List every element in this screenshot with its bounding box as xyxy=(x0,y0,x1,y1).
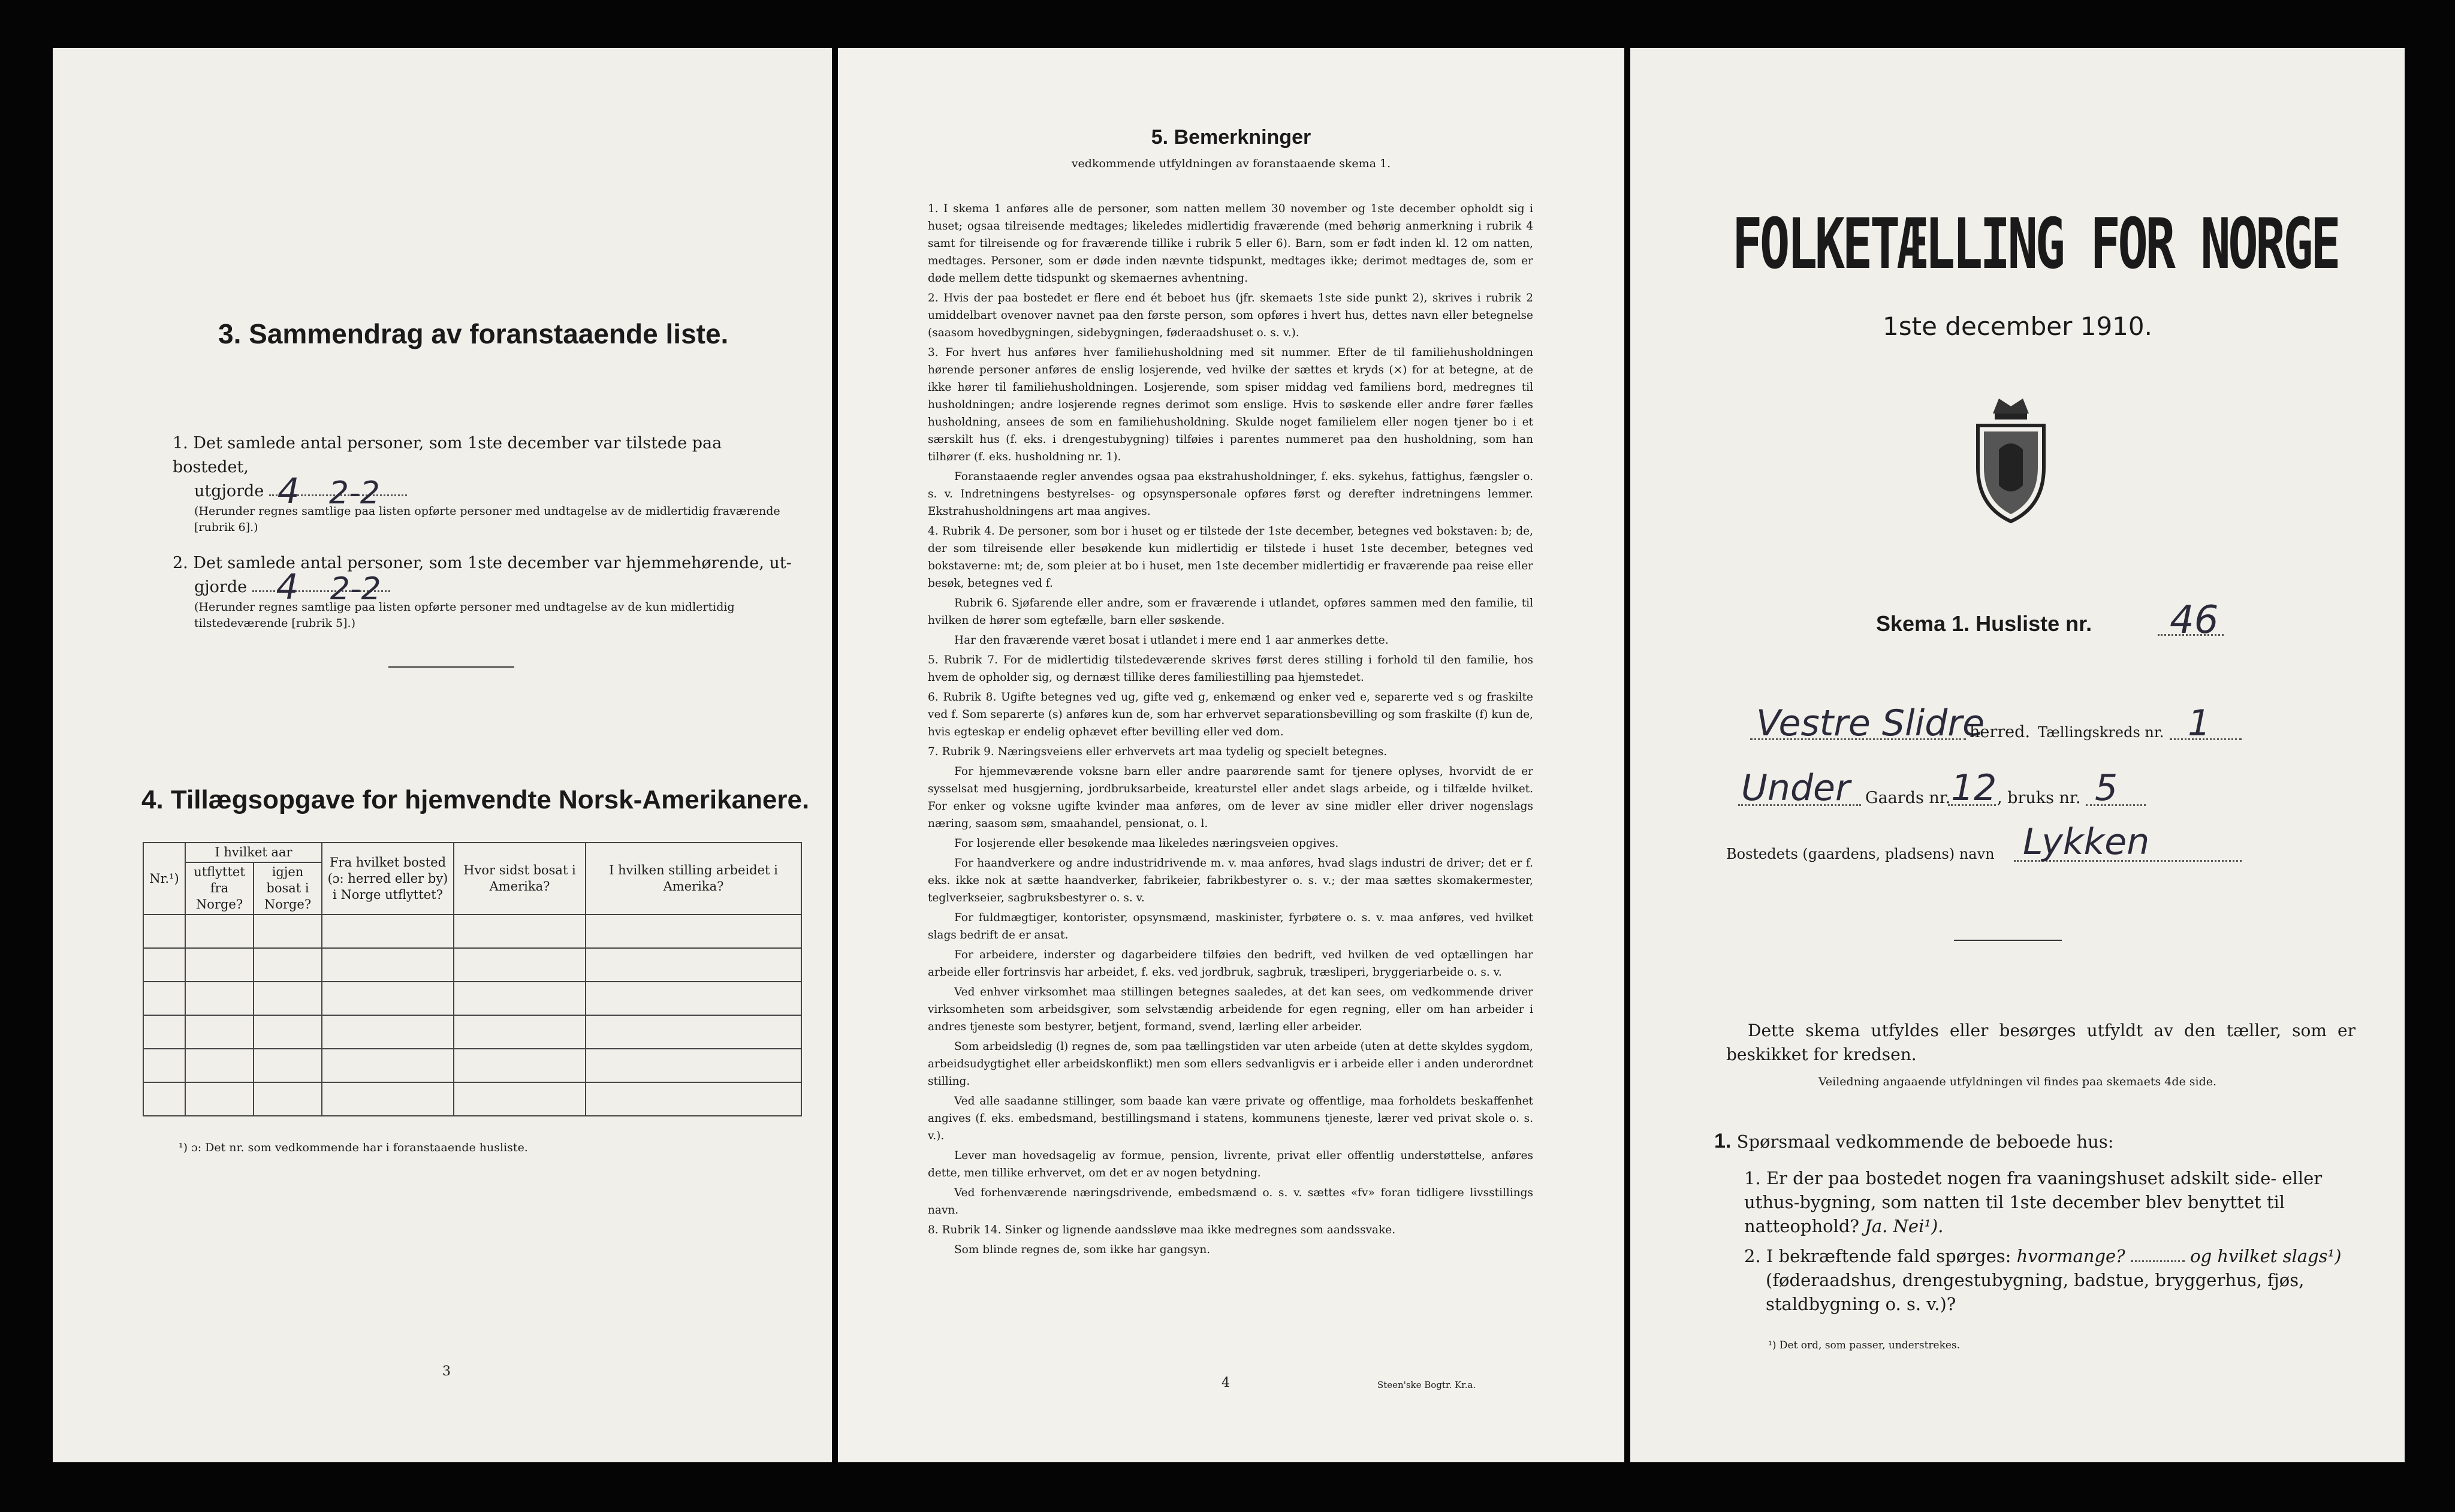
remark-item: For arbeidere, inderster og dagarbeidere tilføies den bedrift, ved hvilken de ved optællingen har arbeide eller fortrinsvis har arbeidet, f. eks. ved jordbruk, sagbruk, træsliperi, bryggeriarbeide o. s. v. xyxy=(928,949,1533,979)
remark-item: 5. Rubrik 7. For de midlertidig tilstedeværende skrives først deres stilling i forhold til den familie, hos hvem de opholder sig, og dernæst tillike deres familiestilling paa hjemstedet. xyxy=(928,654,1533,684)
remark-item: 4. Rubrik 4. De personer, som bor i huset og er tilstede der 1ste december, betegnes ved bokstaven: b; de, der som tilreisende eller besøkende kun midlertidig er tilstede i huset 1ste december, betegnes ved bokstaverne: mt; de, som pleier at bo i huset, men 1ste december midlertidig er fraværende paa reise eller besøk, betegnes ved f. xyxy=(928,525,1533,590)
questions-heading-text: Spørsmaal vedkommende de beboede hus: xyxy=(1736,1131,2114,1152)
bosted-value: Lykken xyxy=(2023,821,2150,863)
remark-item: Som arbeidsledig (l) regnes de, som paa tællingstiden var uten arbeide (uten at dette skyldes sygdom, arbeidsudygtighet eller arbeidskonflikt) men som ellers sedvanligvis er i arbeide eller i anden underordnet stilling. xyxy=(928,1040,1533,1088)
herred-label: herred. xyxy=(1970,723,2031,741)
schema-label: Skema 1. Husliste nr. xyxy=(1876,611,2092,636)
remark-item: Lever man hovedsagelig av formue, pension, livrente, privat eller offentlig understøttelse, anføres dette, men tillike erhvervet, om det er av nogen betydning. xyxy=(928,1149,1533,1179)
middle-page xyxy=(838,48,1624,1462)
remark-item: 8. Rubrik 14. Sinker og lignende aandssløve maa ikke medregnes som aandssvake. xyxy=(928,1224,1396,1236)
remark-item: Som blinde regnes de, som ikke har gangsyn. xyxy=(954,1244,1211,1256)
item1-value: 4 xyxy=(277,470,300,511)
table-row xyxy=(143,948,801,982)
item2-text: 2. Det samlede antal personer, som 1ste december var hjemmehørende, ut- xyxy=(173,554,792,572)
col-from: Fra hvilket bosted (ɔ: herred eller by) i Norge utflyttet? xyxy=(322,843,454,915)
question-1 xyxy=(1744,1166,2361,1238)
intro-note: Veiledning angaaende utfyldningen vil findes paa skemaets 4de side. xyxy=(1818,1075,2217,1088)
census-title: FOLKETÆLLING FOR NORGE xyxy=(1732,204,2339,285)
table-header-row xyxy=(143,843,801,862)
norsk-amerikanere-table xyxy=(143,842,802,1116)
kreds-value: 1 xyxy=(2188,702,2211,744)
husliste-value: 46 xyxy=(2170,598,2219,642)
item1-note: (Herunder regnes samtlige paa listen opførte personer med undtagelse av de midlertidig fraværende [rubrik 6].) xyxy=(194,505,780,534)
ornament-divider xyxy=(1954,940,2062,941)
question-2-examples: (føderaadshus, drengestubygning, badstue, bryggerhus, fjøs, staldbygning o. s. v.)? xyxy=(1766,1270,2305,1314)
page-number-4: 4 xyxy=(1222,1375,1230,1390)
table-row xyxy=(143,1015,801,1049)
howmany-field xyxy=(2131,1260,2185,1262)
section3-item2 xyxy=(173,551,802,632)
remark-item: Foranstaaende regler anvendes ogsaa paa ekstrahusholdninger, f. eks. sykehus, fattighus, fængsler o. s. v. Indretningens bestyrelses- og opsynspersonale opføres først og derefter indretningens lemmer. Ekstrahusholdningens art maa angives. xyxy=(928,470,1533,518)
item2-extra: 2-2 xyxy=(330,571,381,607)
col-where: Hvor sidst bosat i Amerika? xyxy=(454,843,586,915)
remark-item: Ved alle saadanne stillinger, som baade kan være private og offentlige, maa forholdets beskaffenhet angives (f. eks. embedsmand, bestillingsmand i statens, kommunens tjeneste, lærer ved privat skole o. s. v.). xyxy=(928,1095,1533,1142)
question-2-kind: og hvilket slags¹) xyxy=(2190,1246,2342,1266)
item1-label: utgjorde xyxy=(194,482,264,500)
remark-item: For losjerende eller besøkende maa likeledes næringsveien opgives. xyxy=(954,837,1339,850)
remarks-title: 5. Bemerkninger xyxy=(1151,126,1311,149)
col-nr: Nr.¹) xyxy=(143,843,185,915)
section-divider xyxy=(388,666,514,668)
printer-mark: Steen'ske Bogtr. Kr.a. xyxy=(1377,1380,1476,1390)
gaard-label: Gaards nr. xyxy=(1865,789,1951,807)
item2-label: gjorde xyxy=(194,578,248,596)
gaard-nr-value: 12 xyxy=(1951,767,1997,809)
question-1-text: 1. Er der paa bostedet nogen fra vaaningshuset adskilt side- eller uthus-bygning, som natten til 1ste december blev benyttet til natteophold? xyxy=(1744,1168,2323,1236)
question-2-intro: 2. I bekræftende fald spørges: xyxy=(1744,1246,2011,1266)
table-row xyxy=(143,1049,801,1082)
right-footnote: ¹) Det ord, som passer, understrekes. xyxy=(1768,1339,1961,1351)
item1-text: 1. Det samlede antal personer, som 1ste december var tilstede paa bostedet, xyxy=(173,434,722,476)
item2-value: 4 xyxy=(276,566,298,607)
herred-value: Vestre Slidre xyxy=(1756,702,1984,744)
question-2 xyxy=(1744,1244,2361,1316)
kreds-label: Tællingskreds nr. xyxy=(2038,724,2164,741)
remark-item: 2. Hvis der paa bostedet er flere end ét beboet hus (jfr. skemaets 1ste side punkt 2), skrives i rubrik 2 umiddelbart ovenover navnet paa den første person, som opføres i hvert hus, dettes navn eller betegnelse (saasom hovedbygningen, sidebygningen, føderaadshuset o. s. v.). xyxy=(928,292,1533,339)
section4-footnote: ¹) ɔ: Det nr. som vedkommende har i foranstaaende husliste. xyxy=(179,1141,528,1154)
table-row xyxy=(143,1082,801,1116)
remark-item: Ved forhenværende næringsdrivende, embedsmænd o. s. v. sættes «fv» foran tidligere livsstillings navn. xyxy=(928,1187,1533,1217)
remark-item: Har den fraværende været bosat i utlandet i mere end 1 aar anmerkes dette. xyxy=(954,634,1389,647)
question-1-answer: Ja. Nei¹). xyxy=(1865,1216,1944,1236)
col-year-out: utflyttet fra Norge? xyxy=(185,862,254,915)
right-page xyxy=(1630,48,2405,1462)
coat-of-arms-icon xyxy=(1966,390,2056,527)
col-year-group: I hvilket aar xyxy=(185,843,322,862)
intro-text: Dette skema utfyldes eller besørges utfyldt av den tæller, som er beskikket for kredsen. xyxy=(1726,1021,2356,1064)
page-number-3: 3 xyxy=(442,1364,451,1379)
remark-item: For haandverkere og andre industridrivende m. v. maa anføres, hvad slags industri de driver; det er f. eks. ikke nok at sætte haandverker, fabrikeier, fabrikbestyrer o. s. v.; der maa sættes skomakermester, teglverkseier, sagbruksbestyrer o. s. v. xyxy=(928,857,1533,904)
section4-title: 4. Tillægsopgave for hjemvendte Norsk-Amerikanere. xyxy=(141,785,810,814)
remark-item: 6. Rubrik 8. Ugifte betegnes ved ug, gifte ved g, enkemænd og enker ved e, separerte ved s og fraskilte ved f. Som separerte (s) anføres kun de, som har erhvervet separationsbevilling og som fraskilte (f) kun de, hvis egteskap er endelig ophævet efter bevilling eller ved dom. xyxy=(928,691,1533,738)
remark-item: Rubrik 6. Sjøfarende eller andre, som er fraværende i utlandet, opføres sammen med den familie, til hvilken de hører som egtefælle, barn eller søskende. xyxy=(928,597,1533,627)
remarks-list xyxy=(928,200,1533,1261)
gaard-name-value: Under xyxy=(1741,767,1850,809)
item1-extra: 2-2 xyxy=(328,475,380,511)
table-row xyxy=(143,915,801,948)
census-date: 1ste december 1910. xyxy=(1883,312,2152,341)
item1-field xyxy=(269,470,407,511)
item2-note: (Herunder regnes samtlige paa listen opførte personer med undtagelse av de kun midlertidig tilstedeværende [rubrik 5].) xyxy=(194,600,735,630)
question-2-howmany: hvormange? xyxy=(2016,1246,2125,1266)
col-year-back: igjen bosat i Norge? xyxy=(254,862,322,915)
questions-heading-num: 1. xyxy=(1714,1130,1732,1152)
remark-item: 7. Rubrik 9. Næringsveiens eller erhvervets art maa tydelig og specielt betegnes. xyxy=(928,746,1388,758)
bruks-label: , bruks nr. xyxy=(1997,789,2081,807)
table-row xyxy=(143,982,801,1015)
remark-item: 1. I skema 1 anføres alle de personer, som natten mellem 30 november og 1ste december opholdt sig i huset; ogsaa tilreisende medtages; likeledes midlertidig fraværende (med behørig anmerkning i rubrik 4 samt for tilreisende og for fraværende tillike i rubrik 5 eller 6). Barn, som er født inden kl. 12 om natten, medtages. Personer, som er døde inden nævnte tidspunkt, medtages ikke; derimot medtages de, som er døde mellem dette tidspunkt og skemaernes avhentning. xyxy=(928,203,1533,285)
section3-title: 3. Sammendrag av foranstaaende liste. xyxy=(218,318,729,349)
remark-item: For fuldmægtiger, kontorister, opsynsmænd, maskinister, fyrbøtere o. s. v. maa anføres, ved hvilket slags bedrift de er ansat. xyxy=(928,912,1533,941)
left-page xyxy=(53,48,832,1462)
bruks-value: 5 xyxy=(2095,767,2118,809)
remark-item: Ved enhver virksomhet maa stillingen betegnes saaledes, at det kan sees, om vedkommende driver virksomheten som arbeidsgiver, som selvstændig arbeidende for egen regning, eller om han arbeider i andres tjeneste som bestyrer, betjent, formand, svend, lærling eller arbeider. xyxy=(928,986,1533,1033)
section3-item1 xyxy=(173,431,802,536)
bosted-label: Bostedets (gaardens, pladsens) navn xyxy=(1726,846,1995,862)
questions-heading xyxy=(1714,1129,2114,1154)
remark-item: 3. For hvert hus anføres hver familiehusholdning med sit nummer. Efter de til familiehusholdningen hørende personer anføres de enslig losjerende, ved hvilke der sættes et kryds (×) for at betegne, at de ikke hører til familiehusholdningen. Losjerende, som spiser middag ved familiens bord, medregnes til husholdningen; andre losjerende regnes derimot som enslige. Hvis to søskende eller andre fører fælles husholdning, ansees de som en familiehusholdning. Skulde noget familielem eller nogen tjener bo i et særskilt hus (f. eks. i drengestubygning) tilføies i parentes nummeret paa den husholdning, som han tilhører (f. eks. husholdning nr. 1). xyxy=(928,346,1533,463)
remarks-subtitle: vedkommende utfyldningen av foranstaaende skema 1. xyxy=(1071,157,1391,170)
item2-field xyxy=(252,566,390,607)
col-position: I hvilken stilling arbeidet i Amerika? xyxy=(586,843,801,915)
remark-item: For hjemmeværende voksne barn eller andre paarørende samt for tjenere oplyses, hvorvidt de er sysselsat med husgjerning, jordbruksarbeide, kreaturstel eller andet slags arbeide, og i tilfælde hvilket. For enker og voksne ugifte kvinder maa anføres, om de lever av sine midler eller driver nogenslags næring, saasom søm, smaahandel, pensionat, o. l. xyxy=(928,765,1533,830)
